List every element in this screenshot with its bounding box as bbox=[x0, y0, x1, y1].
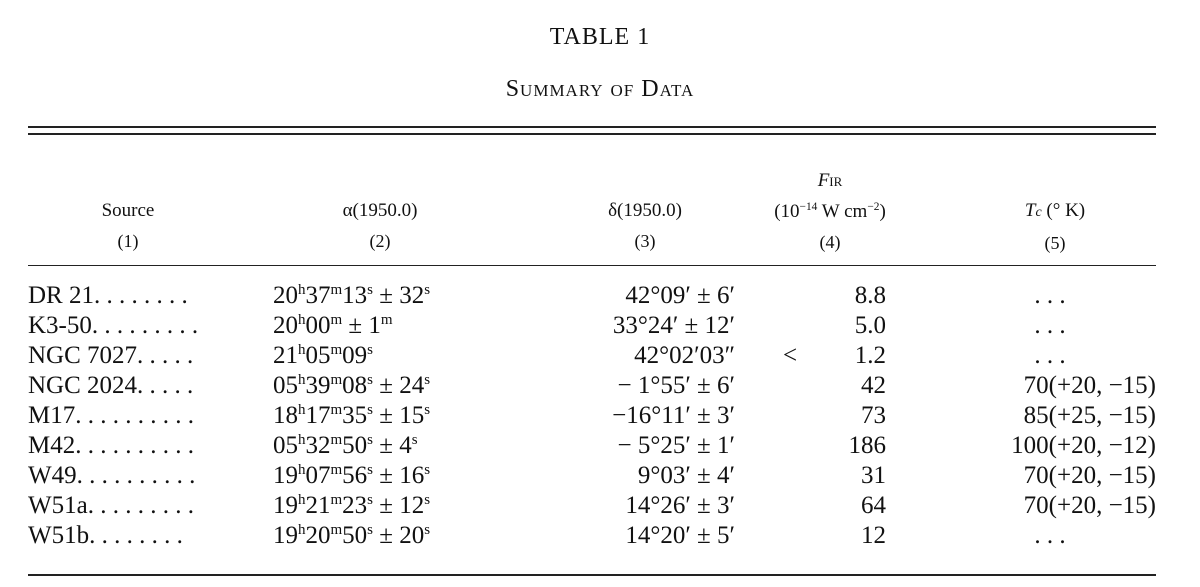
source-cell: DR 21. . . . . . . . bbox=[28, 282, 188, 309]
ra-value: 08 bbox=[342, 372, 368, 399]
ra-unit: s bbox=[367, 282, 374, 298]
fir-cell: 42 bbox=[861, 372, 886, 399]
dec-cell: 14°26′ ± 3′ bbox=[625, 492, 735, 519]
ra-value: 56 bbox=[342, 462, 368, 489]
ra-value: ± 15 bbox=[373, 402, 425, 429]
ra-unit: h bbox=[298, 402, 306, 418]
ra-value: 20 bbox=[273, 312, 298, 339]
ra-cell bbox=[273, 491, 430, 521]
tc-cell: 70(+20, −15) bbox=[1023, 492, 1156, 519]
ra-value: 37 bbox=[305, 282, 331, 309]
tc-cell: . . . bbox=[1034, 522, 1066, 549]
ra-value: 17 bbox=[305, 402, 331, 429]
header-fir-subscript: IR bbox=[829, 174, 843, 189]
dec-cell: 14°20′ ± 5′ bbox=[625, 522, 735, 549]
ra-value: 50 bbox=[342, 522, 368, 549]
bottom-rule bbox=[28, 574, 1156, 576]
ra-value: 19 bbox=[273, 492, 298, 519]
ra-unit: s bbox=[367, 402, 374, 418]
ra-value: 19 bbox=[273, 522, 298, 549]
header-source-num: (1) bbox=[117, 231, 139, 251]
fir-cell: 31 bbox=[861, 462, 886, 489]
ra-value: 13 bbox=[342, 282, 368, 309]
ra-cell bbox=[273, 461, 430, 491]
ra-cell bbox=[273, 311, 393, 341]
ra-unit: m bbox=[330, 342, 343, 358]
ra-value: ± 24 bbox=[373, 372, 425, 399]
header-tc-unit: (° K) bbox=[1041, 200, 1086, 221]
table-row bbox=[0, 431, 1200, 461]
header-fir-unit-exp2: −2 bbox=[867, 201, 880, 214]
ra-cell bbox=[273, 401, 430, 431]
header-dec-num: (3) bbox=[634, 231, 656, 251]
ra-cell bbox=[273, 431, 418, 461]
ra-value: 20 bbox=[305, 522, 331, 549]
table-row bbox=[0, 401, 1200, 431]
ra-value: 23 bbox=[342, 492, 368, 519]
ra-value: ± 4 bbox=[373, 432, 412, 459]
header-tc-symbol: T bbox=[1024, 200, 1036, 221]
source-cell: NGC 7027. . . . . bbox=[28, 342, 194, 369]
ra-value: 19 bbox=[273, 462, 298, 489]
ra-unit: h bbox=[298, 522, 306, 538]
ra-unit: s bbox=[367, 522, 374, 538]
header-dec-label: δ(1950.0) bbox=[608, 200, 682, 221]
ra-unit: h bbox=[298, 462, 306, 478]
ra-value: ± 1 bbox=[342, 312, 381, 339]
top-rule bbox=[28, 126, 1156, 128]
ra-value: 21 bbox=[273, 342, 298, 369]
ra-unit: s bbox=[424, 372, 431, 388]
ra-unit: h bbox=[298, 372, 306, 388]
fir-cell: 64 bbox=[861, 492, 886, 519]
ra-unit: h bbox=[298, 492, 306, 508]
ra-unit: s bbox=[367, 342, 374, 358]
ra-unit: m bbox=[330, 492, 343, 508]
ra-cell bbox=[273, 281, 430, 311]
ra-value: 20 bbox=[273, 282, 298, 309]
header-fir-unit-mid: W cm bbox=[817, 201, 868, 222]
tc-cell: . . . bbox=[1034, 282, 1066, 309]
ra-unit: s bbox=[367, 462, 374, 478]
dec-cell: 42°02′03″ bbox=[634, 342, 735, 369]
header-fir bbox=[725, 166, 935, 257]
fir-cell: 5.0 bbox=[854, 312, 886, 339]
ra-unit: h bbox=[298, 432, 306, 448]
table-row bbox=[0, 281, 1200, 311]
ra-unit: m bbox=[330, 522, 343, 538]
source-cell: NGC 2024. . . . . bbox=[28, 372, 194, 399]
ra-value: 05 bbox=[305, 342, 331, 369]
ra-value: 07 bbox=[305, 462, 331, 489]
source-cell: M42. . . . . . . . . . bbox=[28, 432, 194, 459]
dec-cell: 33°24′ ± 12′ bbox=[612, 312, 735, 339]
header-source bbox=[68, 196, 188, 256]
source-cell: W51a. . . . . . . . . bbox=[28, 492, 194, 519]
fir-cell: 8.8 bbox=[854, 282, 886, 309]
fir-cell: 12 bbox=[861, 522, 886, 549]
fir-cell: 186 bbox=[848, 432, 886, 459]
ra-unit: m bbox=[380, 312, 393, 328]
source-cell: M17. . . . . . . . . . bbox=[28, 402, 194, 429]
ra-unit: s bbox=[411, 432, 418, 448]
ra-unit: h bbox=[298, 342, 306, 358]
header-tc-num: (5) bbox=[1044, 233, 1066, 253]
ra-unit: m bbox=[330, 462, 343, 478]
ra-value: 00 bbox=[305, 312, 331, 339]
header-ra-label: α(1950.0) bbox=[342, 200, 418, 221]
header-fir-unit-pre: (10 bbox=[774, 201, 800, 222]
ra-unit: h bbox=[298, 282, 306, 298]
ra-unit: s bbox=[424, 282, 431, 298]
ra-unit: s bbox=[424, 402, 431, 418]
table-row bbox=[0, 371, 1200, 401]
header-fir-num: (4) bbox=[819, 232, 841, 252]
ra-value: 50 bbox=[342, 432, 368, 459]
ra-cell bbox=[273, 341, 373, 371]
table-row bbox=[0, 491, 1200, 521]
tc-cell: . . . bbox=[1034, 312, 1066, 339]
upper-limit-sign: < bbox=[783, 342, 798, 369]
header-tc bbox=[980, 196, 1130, 258]
dec-cell: 42°09′ ± 6′ bbox=[625, 282, 735, 309]
dec-cell: −16°11′ ± 3′ bbox=[612, 402, 735, 429]
ra-value: 39 bbox=[305, 372, 331, 399]
ra-unit: m bbox=[330, 312, 343, 328]
header-fir-unit-post: ) bbox=[879, 201, 886, 222]
ra-value: 32 bbox=[305, 432, 331, 459]
header-dec bbox=[560, 196, 730, 256]
ra-cell bbox=[273, 521, 430, 551]
ra-value: ± 16 bbox=[373, 462, 425, 489]
dec-cell: − 1°55′ ± 6′ bbox=[617, 372, 735, 399]
ra-unit: s bbox=[367, 372, 374, 388]
header-ra-num: (2) bbox=[369, 231, 391, 251]
ra-unit: s bbox=[424, 462, 431, 478]
header-fir-symbol: F bbox=[817, 170, 830, 191]
table-row bbox=[0, 461, 1200, 491]
source-cell: W49. . . . . . . . . . bbox=[28, 462, 196, 489]
header-fir-label bbox=[725, 166, 935, 197]
tc-cell: 70(+20, −15) bbox=[1023, 372, 1156, 399]
header-tc-label bbox=[980, 196, 1130, 228]
ra-unit: s bbox=[424, 522, 431, 538]
header-source-label: Source bbox=[101, 200, 155, 221]
ra-value: 05 bbox=[273, 432, 298, 459]
source-cell: K3-50. . . . . . . . . bbox=[28, 312, 199, 339]
source-cell: W51b. . . . . . . . bbox=[28, 522, 183, 549]
ra-unit: m bbox=[330, 282, 343, 298]
ra-value: 18 bbox=[273, 402, 298, 429]
ra-unit: m bbox=[330, 432, 343, 448]
table-title: TABLE 1 bbox=[549, 24, 651, 50]
header-ra bbox=[295, 196, 465, 256]
ra-value: ± 32 bbox=[373, 282, 425, 309]
header-rule bbox=[28, 265, 1156, 266]
ra-value: 21 bbox=[305, 492, 331, 519]
ra-unit: s bbox=[424, 492, 431, 508]
ra-value: ± 12 bbox=[373, 492, 425, 519]
table-subtitle: Summary of Data bbox=[505, 76, 695, 102]
table-row bbox=[0, 521, 1200, 551]
tc-cell: 70(+20, −15) bbox=[1023, 462, 1156, 489]
ra-unit: m bbox=[330, 402, 343, 418]
ra-unit: s bbox=[367, 432, 374, 448]
header-tc-subscript: c bbox=[1035, 205, 1042, 220]
header-fir-unit bbox=[725, 197, 935, 227]
ra-cell bbox=[273, 371, 430, 401]
table-row bbox=[0, 311, 1200, 341]
top-rule-second bbox=[28, 133, 1156, 135]
tc-cell: . . . bbox=[1034, 342, 1066, 369]
ra-unit: m bbox=[330, 372, 343, 388]
dec-cell: − 5°25′ ± 1′ bbox=[617, 432, 735, 459]
table-row bbox=[0, 341, 1200, 371]
ra-value: 05 bbox=[273, 372, 298, 399]
tc-cell: 85(+25, −15) bbox=[1023, 402, 1156, 429]
fir-cell: 73 bbox=[861, 402, 886, 429]
ra-value: ± 20 bbox=[373, 522, 425, 549]
ra-value: 35 bbox=[342, 402, 368, 429]
fir-cell: 1.2 bbox=[854, 342, 886, 369]
ra-value: 09 bbox=[342, 342, 368, 369]
ra-unit: h bbox=[298, 312, 306, 328]
tc-cell: 100(+20, −12) bbox=[1011, 432, 1156, 459]
header-fir-unit-exp: −14 bbox=[799, 201, 818, 214]
dec-cell: 9°03′ ± 4′ bbox=[637, 462, 735, 489]
ra-unit: s bbox=[367, 492, 374, 508]
